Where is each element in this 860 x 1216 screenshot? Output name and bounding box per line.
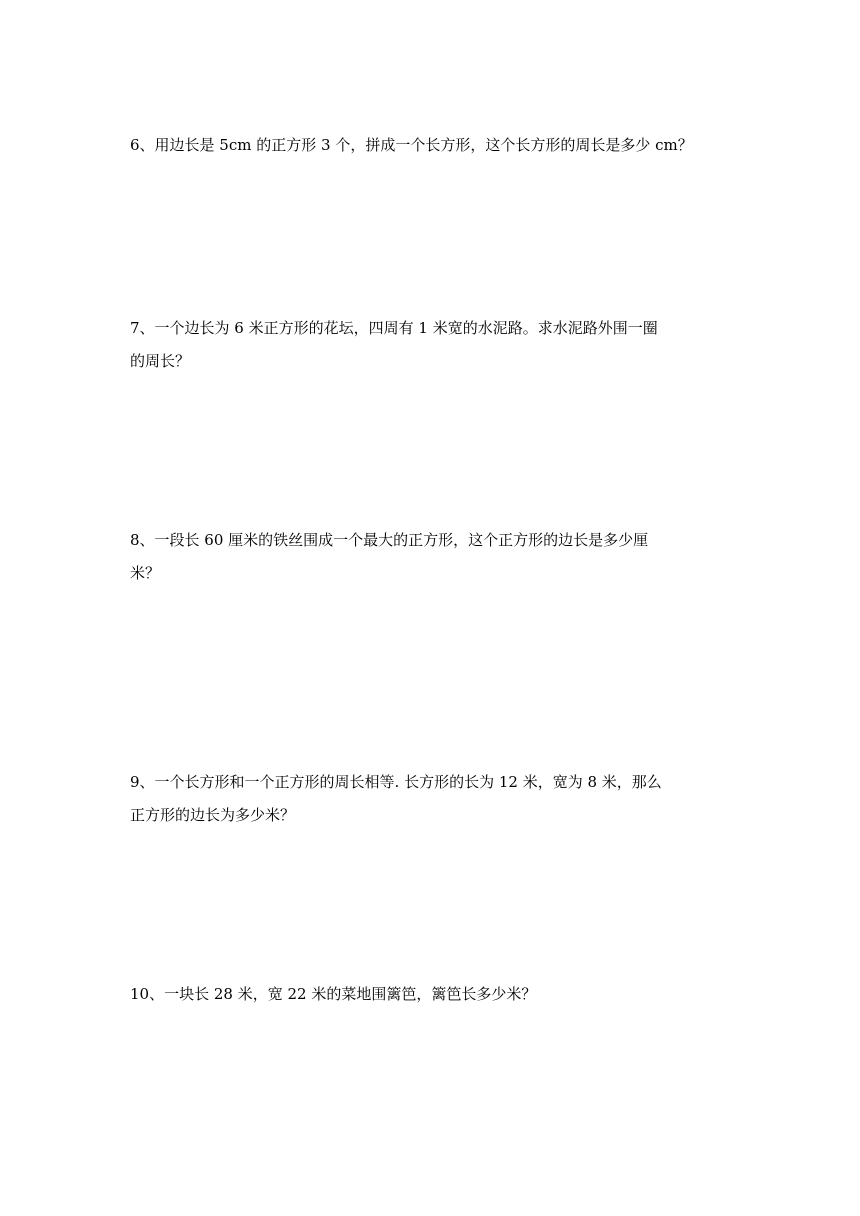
question-10-line-1: 10、一块长 28 米，宽 22 米的菜地围篱笆，篱笆长多少米？ [130,985,537,1003]
question-7 [130,312,735,378]
question-8-line-2: 米？ [130,564,161,582]
question-6-line-1: 6、用边长是 5cm 的正方形 3 个，拼成一个长方形，这个长方形的周长是多少 cm？ [130,136,693,154]
question-9-line-1: 9、一个长方形和一个正方形的周长相等. 长方形的长为 12 米，宽为 8 米，那么 [130,773,662,791]
question-9 [130,766,735,832]
question-7-line-2: 的周长？ [130,352,191,370]
question-7-line-1: 7、一个边长为 6 米正方形的花坛，四周有 1 米宽的水泥路。求水泥路外围一圈 [130,319,658,337]
question-8 [130,524,735,590]
question-6 [130,129,735,162]
question-10 [130,978,735,1011]
question-8-line-1: 8、一段长 60 厘米的铁丝围成一个最大的正方形，这个正方形的边长是多少厘 [130,531,649,549]
question-9-line-2: 正方形的边长为多少米？ [130,806,296,824]
